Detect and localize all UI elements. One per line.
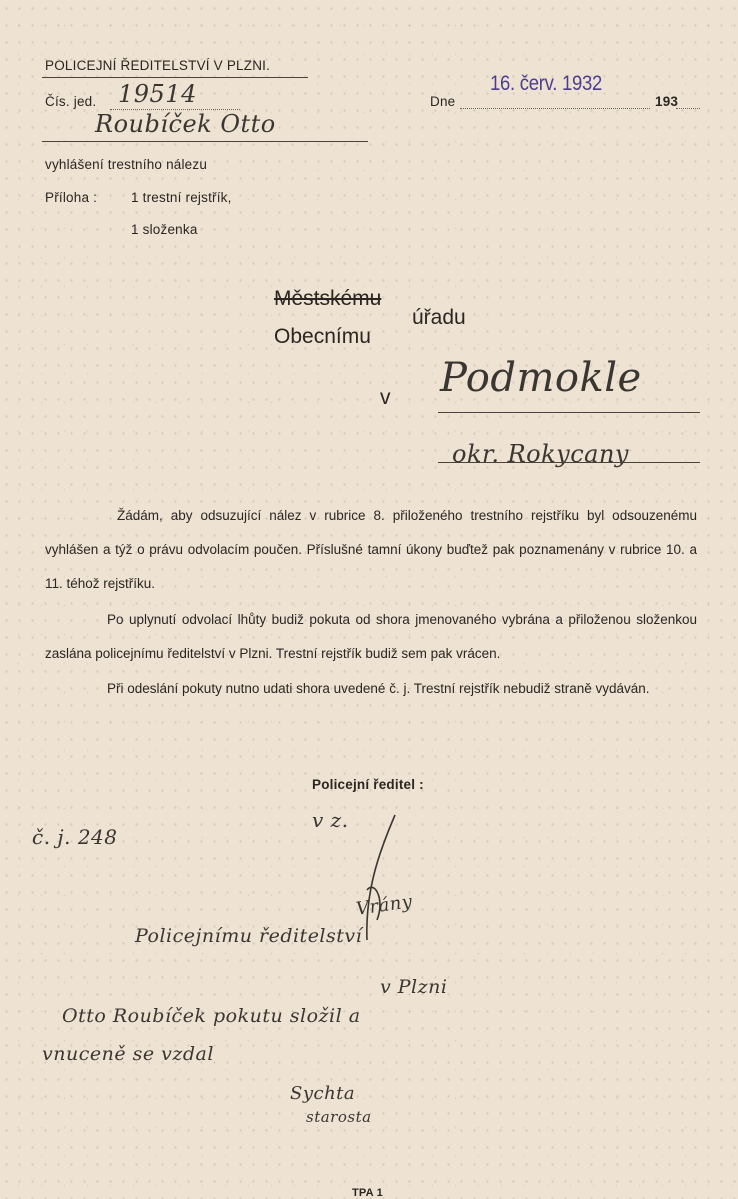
struck-word: Městskému xyxy=(274,287,382,310)
body-paragraph-2: Po uplynutí odvolací lhůty budiž pokuta od shora jmenovaného vybrána a přiloženou složenkou zaslána policejnímu ředitelství v Plzni. Trestní rejstřík budiž sem pak vrácen. xyxy=(45,612,697,661)
office-name-text: POLICEJNÍ ŘEDITELSTVÍ V PLZNI. xyxy=(45,58,271,73)
ref-number: 19514 xyxy=(118,80,197,108)
office-name xyxy=(45,58,270,73)
municipal-word: Obecnímu xyxy=(274,325,371,348)
prep-v: v xyxy=(380,386,391,409)
signature-mark: v z. xyxy=(312,808,349,832)
note-line-2: vnuceně se vzdal xyxy=(42,1043,214,1065)
signer-name: Vrány xyxy=(354,891,414,920)
to-line-2: v Plzni xyxy=(380,976,448,998)
note-sign-name: Sychta xyxy=(290,1083,356,1104)
footer-code: TPA 1 xyxy=(352,1187,383,1199)
district-handwritten: okr. Rokycany xyxy=(452,440,629,468)
year-rule xyxy=(676,108,700,109)
office-underline xyxy=(42,77,308,78)
ref-note: č. j. 248 xyxy=(32,825,118,849)
director-title: Policejní ředitel : xyxy=(312,777,424,792)
attachment-label: Příloha : xyxy=(45,190,98,205)
attachment-item-2: 1 složenka xyxy=(131,222,198,237)
year-print: 193 xyxy=(655,94,679,109)
attachment-item-1: 1 trestní rejstřík, xyxy=(131,190,232,205)
addressee-name-handwritten: Roubíček Otto xyxy=(95,110,276,138)
signature-scrawl xyxy=(355,810,415,950)
date-rule xyxy=(460,108,650,109)
office-word: úřadu xyxy=(412,306,466,329)
date-stamp: 16. červ. 1932 xyxy=(490,72,603,95)
note-sign-role: starosta xyxy=(306,1108,372,1126)
body-paragraph-1: Žádám, aby odsuzující nález v rubrice 8. přiloženého trestního rejstříku byl odsouzenému vyhlášen a týž o právu odvolacím poučen. Příslušné tamní úkony buďtež pak poznamenány v rubrice 10. a 11. téhož rejstříku. xyxy=(45,508,697,591)
note-line-1: Otto Roubíček pokutu složil a xyxy=(62,1005,361,1027)
name-underline xyxy=(42,141,368,142)
date-label: Dne xyxy=(430,94,456,109)
subject-line: vyhlášení trestního nálezu xyxy=(45,157,208,172)
district-underline xyxy=(438,462,700,463)
body-paragraph-3: Při odeslání pokuty nutno udati shora uvedené č. j. Trestní rejstřík nebudiž straně vydáván. xyxy=(107,681,650,696)
to-line-1: Policejnímu ředitelství xyxy=(135,925,363,947)
ref-label: Čís. jed. xyxy=(45,94,97,109)
place-handwritten: Podmokle xyxy=(440,355,642,401)
place-underline xyxy=(438,412,700,413)
